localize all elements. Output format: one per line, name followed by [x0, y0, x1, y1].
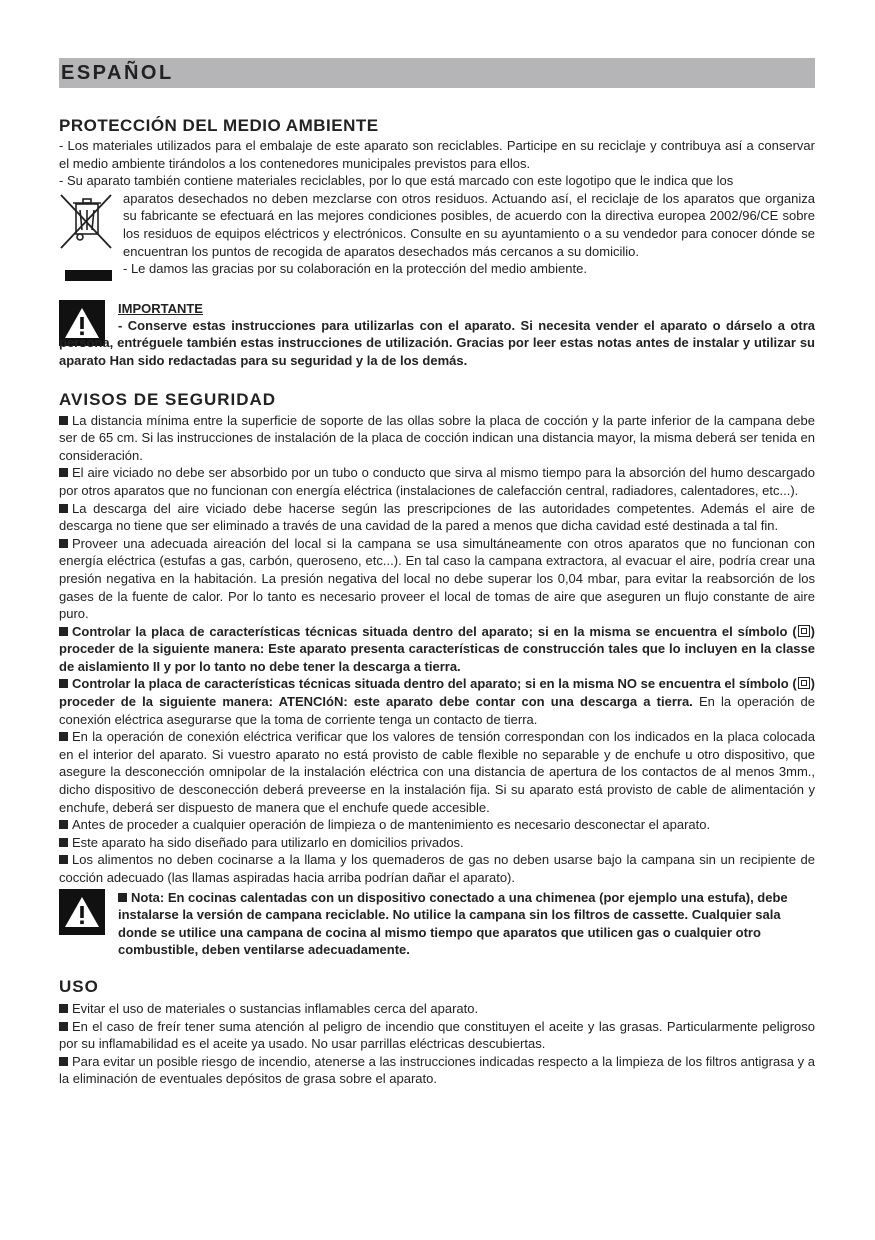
- manual-page: [59, 58, 815, 1088]
- bullet-icon: [59, 679, 68, 688]
- safety-item: El aire viciado no debe ser absorbido por un tubo o conducto que sirva al mismo tiempo para la absorción del humo descargado por otros aparatos que no funcionan con energía eléctrica (instalaciones de calefacción central, radiadores, calentadores, etc...).: [59, 465, 815, 498]
- uso-list: [59, 1000, 815, 1088]
- env-paragraph-3: - Le damos las gracias por su colaboración en la protección del medio ambiente.: [123, 261, 587, 277]
- env-paragraph-2-lead: - Su aparato también contiene materiales reciclables, por lo que está marcado con este logotipo que le indica que los: [59, 173, 734, 189]
- warning-triangle-icon: [59, 889, 105, 935]
- important-block: [59, 300, 815, 370]
- bullet-icon: [59, 820, 68, 829]
- bullet-icon: [59, 855, 68, 864]
- bullet-icon: [118, 893, 127, 902]
- safety-item: La descarga del aire viciado debe hacerse según las prescripciones de las autoridades competentes. Además el aire de descarga no tiene que ser eliminado a través de una cavidad de la pared a menos que dicha cavidad esté destinada a tal fin.: [59, 500, 815, 534]
- safety-item: Controlar la placa de características técnicas situada dentro del aparato; si en la misma se encuentra el símbolo ( ) proceder de la siguiente manera: Este aparato presenta características de construcción tales que lo incluyen en la classe de aislamiento II y por lo tanto no debe tener la descarga a tierra.: [59, 623, 815, 674]
- uso-item: Evitar el uso de materiales o sustancias inflamables cerca del aparato.: [59, 1000, 815, 1018]
- weee-block: [59, 190, 815, 287]
- safety-item: Los alimentos no deben cocinarse a la llama y los quemaderos de gas no deben usarse bajo la campana sin un recipiente de cocción adecuado (las llamas aspiradas hacia arriba podrían dañar el aparato).: [59, 852, 815, 885]
- weee-crossed-bin-icon: [59, 190, 123, 287]
- safety-section-title: AVISOS DE SEGURIDAD: [59, 389, 277, 409]
- safety-list: [59, 412, 815, 887]
- important-text: - Conserve estas instrucciones para utilizarlas con el aparato. Si necesita vender el aparato o dárselo a otra persona, entréguele también estas instrucciones de utilización. Gracias por leer estas notas antes de instalar y utilizar su aparato Han sido redactadas para su seguridad y la de los demás.: [59, 317, 815, 368]
- note-text: Nota: En cocinas calentadas con un dispositivo conectado a una chimenea (por ejemplo una estufa), debe instalarse la versión de campana reciclable. No utilice la campana sin los filtros de cassette. Cualquier sala donde se utilice una campana de cocina al mismo tiempo que aparatos que utilicen gas o cualquier otro combustible, deben ventilarse adecuadamente.: [118, 889, 788, 958]
- bullet-icon: [59, 627, 68, 636]
- env-section-title: PROTECCIÓN DEL MEDIO AMBIENTE: [59, 116, 379, 135]
- class-ii-symbol-icon: [798, 625, 810, 637]
- uso-item: En el caso de freír tener suma atención al peligro de incendio que constituyen el aceite y las grasas. Particularmente peligroso por su inflamabilidad es el aceite ya usado. No usar parrillas eléctricas descubiertas.: [59, 1018, 815, 1052]
- safety-item: Controlar la placa de características técnicas situada dentro del aparato; si en la misma NO se encuentra el símbolo ( ) proceder de la siguiente manera: ATENCIóN: este aparato debe contar con una descarga a tierra. En la operación de conexión eléctrica asegurarse que la toma de corriente tenga un contacto de tierra.: [59, 676, 815, 727]
- language-header: ESPAÑOL: [59, 58, 815, 88]
- note-block: [59, 889, 815, 959]
- bullet-icon: [59, 539, 68, 548]
- important-heading: IMPORTANTE: [118, 300, 203, 316]
- bullet-icon: [59, 468, 68, 477]
- bullet-icon: [59, 838, 68, 847]
- bullet-icon: [59, 1057, 68, 1066]
- bullet-icon: [59, 1022, 68, 1031]
- bullet-icon: [59, 1004, 68, 1013]
- bullet-icon: [59, 732, 68, 741]
- class-ii-symbol-icon: [798, 677, 810, 689]
- env-paragraph-2-rest: aparatos desechados no deben mezclarse con otros residuos. Actuando así, el reciclaje de los aparatos que organiza su fabricante se efectuará en las mejores condiciones posibles, de acuerdo con la directiva europea 2002/96/CE sobre los residuos de equipos eléctricos y electrónicos. Consulte en su ayuntamiento o a su vendedor para conocer dónde se encuentran los puntos de recogida de aparatos desechados más cercanos a su domicilio.: [123, 190, 815, 259]
- safety-item: Antes de proceder a cualquier operación de limpieza o de mantenimiento es necesario desconectar el aparato.: [59, 816, 815, 834]
- env-paragraph-1: - Los materiales utilizados para el embalaje de este aparato son reciclables. Participe en su reciclaje y contribuya así a conservar el medio ambiente tirándolos a los contenedores municipales previstos para ellos.: [59, 138, 815, 171]
- bullet-icon: [59, 504, 68, 513]
- uso-item: Para evitar un posible riesgo de incendio, atenerse a las instrucciones indicadas respecto a la limpieza de los filtros antigrasa y a la eliminación de eventuales depósitos de grasa sobre el aparato.: [59, 1053, 815, 1087]
- safety-item: La distancia mínima entre la superficie de soporte de las ollas sobre la placa de cocción y la parte inferior de la campana debe ser de 65 cm. Si las instrucciones de instalación de la placa de cocción indican una distancia mayor, la misma deberá ser tenida en consideración.: [59, 412, 815, 463]
- bullet-icon: [59, 416, 68, 425]
- safety-item: Este aparato ha sido diseñado para utilizarlo en domicilios privados.: [59, 834, 815, 852]
- uso-section-title: USO: [59, 976, 99, 996]
- safety-item: Proveer una adecuada aireación del local si la campana se usa simultáneamente con otros aparatos que no funcionan con energía eléctrica (estufas a gas, carbón, queroseno, etc...). En tal caso la campana extractora, al evacuar el aire, podría crear una presión negativa en la habitación. La presión negativa del local no debe superar los 0,04 mbar, para evitar la reabsorción de los gases de la fuente de calor. Por lo tanto es necesario proveer el local de tomas de aire que aseguren un flujo constante de aire puro.: [59, 535, 815, 622]
- safety-item: En la operación de conexión eléctrica verificar que los valores de tensión correspondan con los indicados en la placa colocada en el interior del aparato. Si vuestro aparato no está provisto de cable flexible no separable y de enchufe u otro dispositivo, que asegure la desconección omnipolar de la instalación eléctrica con una distancia de apertura de los contactos de al menos 3mm., dicho dispositivo de desconección deberá preveerse en la instalación fija. Si su aparato está provisto de cable de alimentación y enchufe, deberá ser dispuesto de manera que el enchufe quede accesible.: [59, 729, 815, 815]
